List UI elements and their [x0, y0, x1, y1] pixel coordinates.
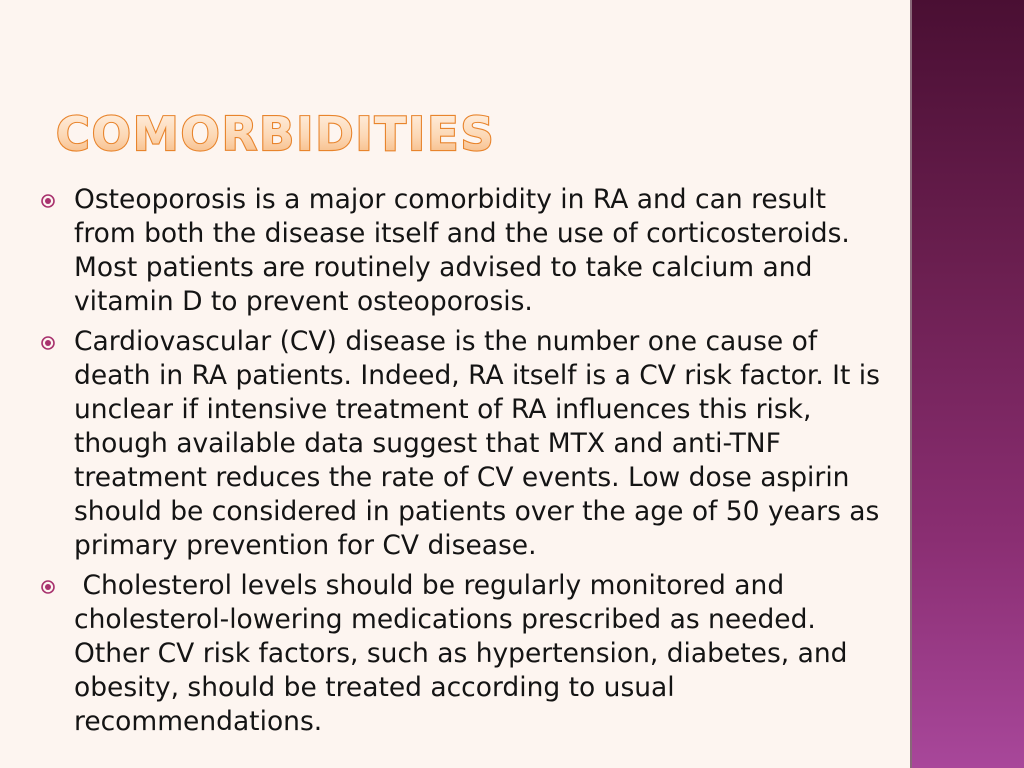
bullet-text: Cholesterol levels should be regularly monitored and cholesterol-lowering medications prescribed as needed. Other CV risk factors, such as hypertension, diabetes, and obesity, should be treated according to usual recommendations.: [74, 570, 856, 737]
bullet-list: [40, 183, 890, 745]
ring-dot-bullet-icon: [40, 335, 56, 351]
bullet-item: [40, 325, 890, 563]
slide-title-text: COMORBIDITIES: [56, 107, 496, 161]
slide-title: [56, 100, 816, 164]
bullet-item: [40, 183, 890, 319]
ring-dot-bullet-icon: [40, 579, 56, 595]
decorative-side-band: [912, 0, 1024, 768]
slide-title-svg: [56, 100, 816, 164]
bullet-text: Osteoporosis is a major comorbidity in RA and can result from both the disease itself and the use of corticosteroids. Most patients are routinely advised to take calcium and vitamin D to prevent osteoporosis.: [74, 184, 850, 317]
ring-dot-bullet-icon: [40, 193, 56, 209]
bullet-text: Cardiovascular (CV) disease is the number one cause of death in RA patients. Indeed, RA itself is a CV risk factor. It is unclear if intensive treatment of RA influences this risk, though available data suggest that MTX and anti-TNF treatment reduces the rate of CV events. Low dose aspirin should be considered in patients over the age of 50 years as primary prevention for CV disease.: [74, 326, 880, 561]
bullet-item: [40, 569, 890, 739]
